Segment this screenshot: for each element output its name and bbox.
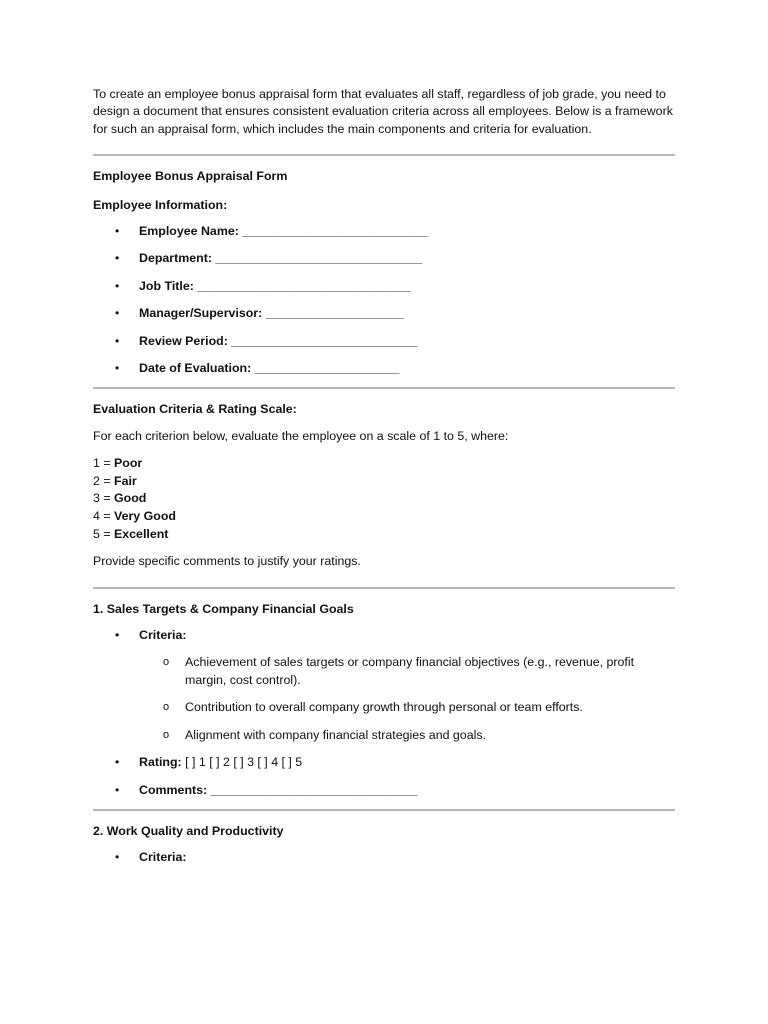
criteria-label: Criteria: [139, 850, 187, 865]
section-divider [93, 809, 675, 811]
criteria-label: Criteria: [139, 628, 187, 643]
evaluation-heading: Evaluation Criteria & Rating Scale: [93, 402, 297, 417]
form-title: Employee Bonus Appraisal Form [93, 169, 288, 184]
bullet-icon: • [115, 306, 120, 321]
section-divider [93, 154, 675, 156]
department-field[interactable]: • Department: ______________________________ [93, 250, 675, 267]
employee-name-field[interactable]: • Employee Name: ___________________________ [93, 223, 675, 240]
criterion: o Achievement of sales targets or company financial objectives (e.g., revenue, profit margin, cost control). [163, 655, 635, 687]
criteria-item [93, 627, 675, 744]
evaluation-description: For each criterion below, evaluate the employee on a scale of 1 to 5, where: [93, 428, 509, 443]
evaluation-note: Provide specific comments to justify your ratings. [93, 554, 361, 569]
scale-item: 5 = Excellent [93, 526, 169, 541]
section2-heading: 2. Work Quality and Productivity [93, 823, 284, 838]
criterion: o Contribution to overall company growth through personal or team efforts. [139, 699, 675, 716]
comments-item[interactable] [93, 782, 675, 799]
rating-scale [93, 455, 675, 543]
date-of-evaluation-field[interactable]: • Date of Evaluation: _____________________ [93, 360, 675, 377]
circle-bullet-icon: o [163, 656, 170, 669]
scale-item: 3 = Good [93, 491, 147, 506]
manager-field[interactable]: • Manager/Supervisor: ____________________ [93, 305, 675, 322]
rating-options[interactable]: [ ] 1 [ ] 2 [ ] 3 [ ] 4 [ ] 5 [181, 755, 303, 770]
intro-paragraph: To create an employee bonus appraisal form that evaluates all staff, regardless of job grade, you need to design a document that ensures consistent evaluation criteria across all employees. Below is a framework for such an appraisal form, which includes the main components and criteria for evaluation. [93, 87, 673, 136]
job-title-field[interactable]: • Job Title: _______________________________ [93, 278, 675, 295]
section2-list [93, 849, 675, 866]
comments-label: Comments: [139, 782, 208, 797]
comments-blank[interactable]: ______________________________ [207, 782, 418, 797]
bullet-icon: • [115, 333, 120, 348]
scale-item: 1 = Poor [93, 456, 143, 471]
criterion: o Alignment with company financial strategies and goals. [139, 727, 675, 744]
bullet-icon: • [115, 224, 120, 239]
bullet-icon: • [115, 278, 120, 293]
review-period-field[interactable]: • Review Period: ___________________________ [93, 333, 675, 350]
bullet-icon: • [115, 628, 120, 643]
bullet-icon: • [115, 755, 120, 770]
section1-list [93, 627, 675, 799]
employee-info-heading: Employee Information: [93, 197, 228, 212]
document-page [93, 86, 675, 877]
bullet-icon: • [115, 850, 120, 865]
section-divider [93, 387, 675, 389]
circle-bullet-icon: o [163, 728, 170, 741]
bullet-icon: • [115, 251, 120, 266]
rating-label: Rating: [139, 755, 182, 770]
bullet-icon: • [115, 782, 120, 797]
circle-bullet-icon: o [163, 701, 170, 714]
section1-heading: 1. Sales Targets & Company Financial Goals [93, 601, 354, 616]
scale-item: 4 = Very Good [93, 509, 176, 524]
rating-item[interactable] [93, 754, 675, 771]
employee-info-list [93, 223, 675, 377]
scale-item: 2 = Fair [93, 473, 137, 488]
section-divider [93, 587, 675, 589]
criteria-item [93, 849, 675, 866]
bullet-icon: • [115, 361, 120, 376]
criteria-sublist [139, 654, 675, 744]
